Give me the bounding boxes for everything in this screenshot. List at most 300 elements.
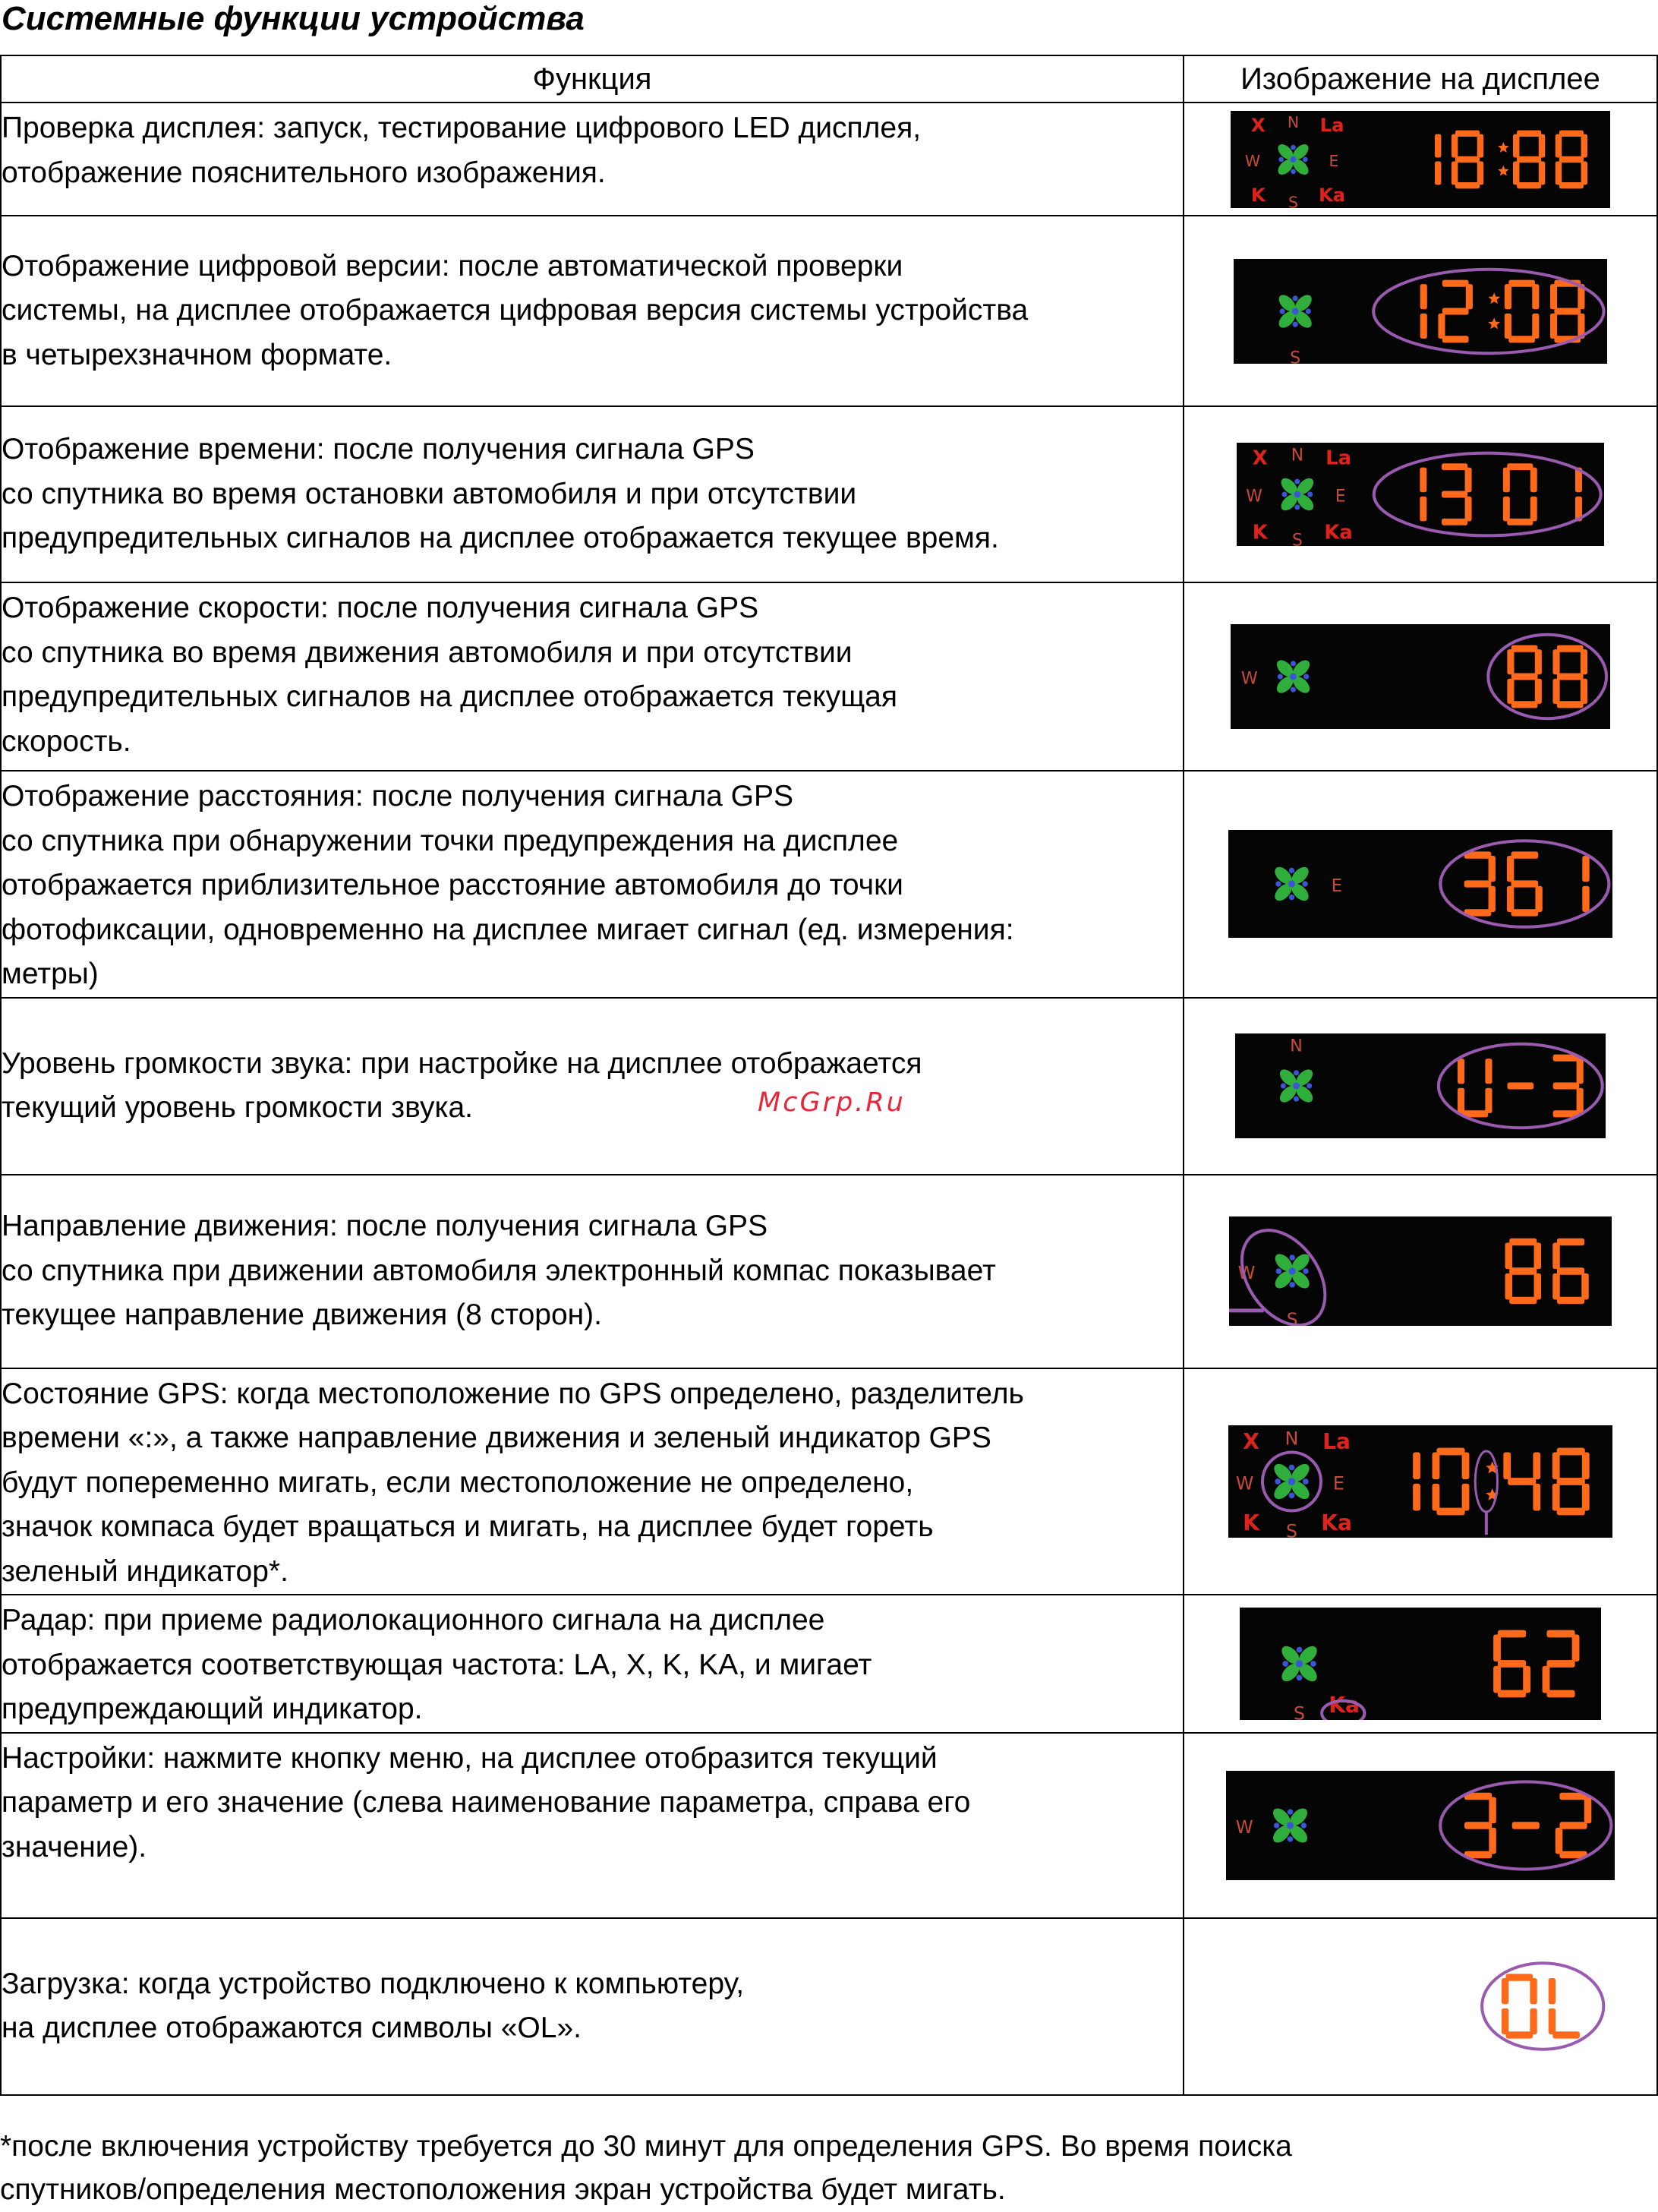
seven-segment-c — [1539, 161, 1545, 185]
seven-segment-e — [1556, 1827, 1563, 1854]
compass-label: E — [1335, 487, 1346, 506]
compass-label: E — [1329, 151, 1339, 170]
seven-segment-g — [1509, 1267, 1537, 1275]
table-row — [1, 1733, 1657, 1918]
seven-segment-f — [1552, 1452, 1560, 1479]
compass-direction-dot — [1291, 144, 1296, 150]
function-description: Отображение времени: после получения сигнала GPS со спутника во время остановки автомобиля и при отсутствии предупредительных сигналов на дисплее отображается текущее время. — [1, 406, 1184, 582]
compass-direction-dot — [1289, 1465, 1295, 1471]
seven-segment-b — [1489, 1797, 1496, 1823]
compass-label: W — [1235, 1472, 1254, 1494]
seven-segment-e — [1543, 1666, 1550, 1693]
compass-direction-dot — [1297, 1674, 1303, 1680]
compass-center-dot — [1289, 1267, 1296, 1274]
seven-segment-g — [1517, 156, 1541, 162]
compass-label: W — [1240, 669, 1258, 689]
seven-segment-a — [1442, 279, 1469, 286]
seven-segment-e — [1433, 1484, 1440, 1511]
compass-label: K — [1250, 183, 1266, 206]
seven-segment-c — [1523, 1666, 1530, 1693]
lcd-display-image — [1235, 1033, 1606, 1138]
display-image-cell — [1184, 103, 1657, 216]
seven-segment-b — [1462, 1452, 1470, 1479]
compass-label: Ka — [1329, 1692, 1360, 1718]
seven-segment-g — [1546, 1660, 1574, 1668]
seven-segment-b — [1581, 649, 1587, 674]
compass-direction-dot — [1294, 504, 1300, 510]
seven-segment-b — [1489, 856, 1496, 882]
seven-segment-b — [1533, 1452, 1540, 1479]
seven-segment-g — [1557, 1267, 1584, 1275]
table-row — [1, 406, 1657, 582]
seven-segment-d — [1557, 701, 1584, 708]
function-description: Состояние GPS: когда местоположение по GPS определено, разделитель времени «:», а также направление движения и зеленый индикатор GPS будут попеременно мигать, если местоположение не определено, значок компаса будет вращаться и мигать, на дисплее будет гореть зеленый индикатор*. — [1, 1368, 1184, 1595]
gps-compass-icon — [1275, 141, 1311, 177]
seven-segment-d — [1546, 1690, 1574, 1697]
gps-compass-icon — [1278, 1642, 1320, 1684]
compass-center-dot — [1293, 1083, 1300, 1090]
compass-label: X — [1250, 113, 1266, 136]
seven-segment-g — [1511, 881, 1539, 888]
seven-segment-e — [1503, 497, 1510, 522]
seven-segment-b — [1485, 1059, 1492, 1084]
display-image-cell — [1184, 406, 1657, 582]
table-row — [1, 1595, 1657, 1733]
seven-segment-c — [1535, 679, 1542, 704]
page-title: Системные функции устройства — [2, 0, 585, 37]
compass-direction-dot — [1293, 321, 1298, 327]
function-description: Направление движения: после получения сигнала GPS со спутника при движении автомобиля электронный компас показывает текущее направление движения (8 сторон). — [1, 1175, 1184, 1368]
gps-compass-icon — [1278, 475, 1316, 513]
seven-segment-a — [1559, 130, 1584, 136]
compass-center-dot — [1288, 1478, 1295, 1485]
compass-label: X — [1252, 447, 1268, 470]
seven-segment-g — [1508, 1478, 1536, 1485]
seven-segment-d — [1442, 519, 1467, 525]
compass-label: W — [1237, 1264, 1256, 1284]
compass-direction-dot — [1289, 1492, 1295, 1498]
seven-segment-a — [1546, 1630, 1574, 1637]
seven-segment-c — [1582, 886, 1589, 912]
display-image-cell — [1184, 771, 1657, 998]
seven-segment-g — [1455, 156, 1480, 162]
compass-direction-dot — [1281, 1083, 1286, 1088]
seven-segment-d — [1508, 336, 1535, 342]
lcd-display-image — [1228, 830, 1612, 938]
lcd-svg — [1229, 1216, 1612, 1326]
seven-segment-c — [1577, 1088, 1584, 1113]
seven-segment-f — [1458, 1059, 1464, 1084]
compass-direction-dot — [1291, 169, 1296, 174]
compass-direction-dot — [1279, 308, 1284, 314]
seven-segment-g — [1442, 491, 1467, 498]
seven-segment-c — [1489, 886, 1496, 912]
footnote: *после включения устройству требуется до 30 минут для определения GPS. Во время поиска спутников/определения местоположения экран устройства будет мигать. — [0, 2130, 1292, 2206]
function-description: Загрузка: когда устройство подключено к компьютеру, на дисплее отображаются символы «OL». — [1, 1918, 1184, 2095]
compass-direction-dot — [1293, 295, 1298, 301]
highlight-oval — [1482, 1963, 1603, 2049]
seven-segment-g — [1464, 881, 1492, 888]
seven-segment-b — [1530, 468, 1537, 493]
seven-segment-f — [1507, 856, 1514, 882]
lcd-display-image — [1228, 1425, 1612, 1538]
digit-group — [1502, 1974, 1580, 2038]
seven-segment-b — [1584, 1797, 1592, 1823]
seven-segment-g — [1554, 308, 1581, 314]
table-row — [1, 582, 1657, 771]
seven-segment-c — [1581, 679, 1587, 704]
seven-segment-a — [1557, 1239, 1584, 1246]
compass-center-dot — [1287, 1822, 1294, 1829]
table-row — [1, 103, 1657, 216]
seven-segment-g — [1464, 1822, 1492, 1829]
function-description: Отображение расстояния: после получения сигнала GPS со спутника при обнаружении точки предупреждения на дисплее отображается приблизительное расстояние автомобиля до точки фотофиксации, одновременно на дисплее мигает сигнал (ед. измерения: метры) — [1, 771, 1184, 998]
seven-segment-c — [1582, 1484, 1590, 1511]
lcd-svg — [1235, 1033, 1606, 1138]
compass-label: N — [1291, 446, 1304, 465]
seven-segment-b — [1572, 1634, 1580, 1661]
seven-segment-d — [1559, 181, 1584, 188]
compass-direction-dot — [1281, 491, 1287, 497]
compass-label: Ka — [1321, 1510, 1352, 1535]
lcd-svg — [1231, 111, 1610, 208]
compass-direction-dot — [1303, 1268, 1308, 1273]
seven-segment-d — [1498, 1690, 1526, 1697]
seven-segment-a — [1517, 130, 1541, 136]
compass-direction-dot — [1275, 1478, 1281, 1485]
compass-direction-dot — [1289, 1282, 1294, 1287]
compass-direction-dot — [1307, 491, 1313, 497]
compass-center-dot — [1290, 156, 1296, 162]
lcd-background — [1228, 830, 1612, 938]
lcd-svg — [1240, 1608, 1601, 1720]
lcd-svg — [1234, 1952, 1606, 2060]
seven-segment-c — [1477, 161, 1483, 185]
display-image-cell — [1184, 1368, 1657, 1595]
seven-segment-e — [1552, 1484, 1560, 1511]
display-image-cell — [1184, 1175, 1657, 1368]
compass-center-dot — [1292, 308, 1299, 314]
seven-segment-f — [1556, 134, 1562, 157]
seven-segment-f — [1505, 1243, 1513, 1270]
lcd-svg — [1237, 443, 1604, 546]
table-row — [1, 771, 1657, 998]
compass-direction-dot — [1276, 1268, 1281, 1273]
seven-segment-b — [1530, 1978, 1537, 2004]
compass-label: X — [1243, 1428, 1259, 1454]
seven-segment-a — [1511, 645, 1538, 652]
seven-segment-d — [1506, 2031, 1533, 2038]
table-row — [1, 1368, 1657, 1595]
compass-direction-dot — [1294, 479, 1300, 484]
seven-segment-b — [1534, 1243, 1542, 1270]
header-function: Функция — [1, 55, 1184, 103]
compass-direction-dot — [1289, 868, 1294, 873]
seven-segment-e — [1505, 1273, 1513, 1300]
display-image-cell — [1184, 1733, 1657, 1918]
display-image-cell — [1184, 582, 1657, 771]
gps-compass-icon — [1271, 1460, 1313, 1502]
function-description: Настройки: нажмите кнопку меню, на дисплее отобразится текущий параметр и его значение (слева наименование параметра, справа его значение). — [1, 1733, 1184, 1918]
seven-segment-d — [1455, 181, 1480, 188]
seven-segment-b — [1532, 284, 1539, 309]
lcd-display-image — [1234, 1952, 1606, 2060]
seven-segment-c — [1530, 497, 1537, 522]
seven-segment-e — [1507, 679, 1514, 704]
compass-label: E — [1332, 1472, 1344, 1494]
seven-segment-c — [1534, 1273, 1542, 1300]
compass-direction-dot — [1303, 156, 1308, 162]
seven-segment-b — [1420, 284, 1427, 309]
compass-label: La — [1325, 447, 1352, 470]
compass-direction-dot — [1310, 1661, 1316, 1667]
compass-direction-dot — [1274, 1822, 1279, 1828]
compass-direction-dot — [1297, 1647, 1303, 1653]
seven-segment-c — [1535, 886, 1542, 912]
seven-segment-e — [1552, 1273, 1560, 1300]
seven-segment-f — [1452, 134, 1458, 157]
seven-segment-a — [1509, 1239, 1537, 1246]
seven-segment-a — [1506, 1974, 1533, 1980]
lcd-display-image — [1229, 1216, 1612, 1326]
compass-label: N — [1290, 1037, 1303, 1056]
seven-segment-d — [1511, 909, 1539, 916]
seven-segment-f — [1503, 468, 1510, 493]
seven-segment-d — [1436, 1507, 1464, 1515]
seven-segment-g — [1511, 673, 1538, 680]
seven-segment-c — [1420, 497, 1426, 522]
compass-direction-dot — [1291, 661, 1296, 666]
seven-segment-a — [1511, 852, 1539, 859]
seven-segment-c — [1581, 1273, 1589, 1300]
display-image-cell — [1184, 998, 1657, 1175]
compass-direction-dot — [1294, 1070, 1299, 1075]
seven-segment-e — [1513, 161, 1519, 185]
compass-label: S — [1288, 192, 1298, 208]
seven-segment-g — [1498, 1660, 1526, 1668]
lcd-display-image — [1231, 624, 1610, 729]
seven-segment-f — [1513, 134, 1519, 157]
watermark: McGrp.Ru — [758, 1087, 906, 1118]
seven-segment-b — [1581, 134, 1587, 157]
seven-segment-b — [1539, 134, 1545, 157]
compass-label: La — [1319, 113, 1344, 136]
seven-segment-a — [1436, 1447, 1464, 1455]
function-description: Проверка дисплея: запуск, тестирование цифрового LED дисплея, отображение пояснительного изображения. — [1, 103, 1184, 216]
seven-segment-e — [1493, 1666, 1501, 1693]
compass-direction-dot — [1282, 1661, 1288, 1667]
seven-segment-g — [1442, 308, 1469, 314]
seven-segment-f — [1433, 1452, 1440, 1479]
lcd-svg — [1231, 624, 1610, 729]
function-description: Отображение цифровой версии: после автоматической проверки системы, на дисплее отображается цифровая версия системы устройства в четырехзначном формате. — [1, 216, 1184, 406]
lcd-display-image — [1231, 111, 1610, 208]
compass-label: W — [1246, 487, 1262, 506]
seven-segment-c — [1489, 1827, 1496, 1854]
seven-segment-b — [1466, 284, 1473, 309]
compass-direction-dot — [1306, 308, 1311, 314]
compass-direction-dot — [1289, 1254, 1294, 1260]
seven-segment-g — [1557, 1478, 1585, 1485]
compass-direction-dot — [1307, 1083, 1312, 1088]
seven-segment-f — [1552, 1243, 1560, 1270]
seven-segment-c — [1465, 497, 1472, 522]
compass-label: S — [1294, 1702, 1306, 1720]
table-header-row — [1, 55, 1657, 103]
seven-segment-e — [1556, 161, 1562, 185]
seven-segment-a — [1455, 130, 1480, 136]
compass-direction-dot — [1301, 1822, 1307, 1828]
compass-label: N — [1287, 112, 1300, 131]
function-description: Радар: при приеме радиолокационного сигнала на дисплее отображается соответствующая частота: LA, X, K, KA, и мигает предупреждающий индикатор. — [1, 1595, 1184, 1733]
seven-segment-c — [1532, 313, 1539, 338]
seven-segment-c — [1533, 1484, 1540, 1511]
seven-segment-d — [1442, 336, 1469, 342]
seven-segment-b — [1577, 1059, 1584, 1084]
seven-segment-g — [1508, 1082, 1534, 1089]
compass-center-dot — [1296, 1660, 1303, 1667]
seven-segment-a — [1557, 1447, 1585, 1455]
lcd-display-image — [1240, 1608, 1601, 1720]
compass-label: E — [1331, 876, 1343, 897]
seven-segment-e — [1505, 313, 1511, 338]
seven-segment-b — [1465, 468, 1472, 493]
seven-segment-d — [1517, 181, 1541, 188]
seven-segment-d — [1552, 2031, 1580, 2038]
seven-segment-g — [1553, 1082, 1580, 1089]
compass-center-dot — [1290, 674, 1297, 680]
compass-label: La — [1322, 1428, 1351, 1454]
seven-segment-e — [1458, 1088, 1464, 1113]
compass-label: K — [1243, 1510, 1259, 1535]
seven-segment-d — [1511, 701, 1538, 708]
seven-segment-g — [1512, 1822, 1540, 1829]
seven-segment-a — [1498, 1630, 1526, 1637]
function-description: Отображение скорости: после получения сигнала GPS со спутника во время движения автомобиля и при отсутствии предупредительных сигналов на дисплее отображается текущая скорость. — [1, 582, 1184, 771]
lcd-svg — [1228, 830, 1612, 938]
seven-segment-f — [1549, 1978, 1556, 2004]
seven-segment-c — [1462, 1484, 1470, 1511]
seven-segment-b — [1435, 134, 1441, 157]
seven-segment-e — [1452, 161, 1458, 185]
seven-segment-b — [1582, 856, 1589, 882]
table-row — [1, 216, 1657, 406]
lcd-background — [1231, 624, 1610, 729]
seven-segment-e — [1502, 2008, 1508, 2034]
seven-segment-c — [1485, 1088, 1492, 1113]
gps-compass-icon — [1277, 1066, 1316, 1105]
compass-direction-dot — [1302, 882, 1307, 887]
compass-direction-dot — [1288, 1836, 1293, 1841]
display-image-cell — [1184, 1918, 1657, 2095]
seven-segment-c — [1413, 1484, 1420, 1511]
compass-label: S — [1286, 1310, 1298, 1326]
seven-segment-a — [1442, 463, 1467, 470]
compass-label: S — [1291, 531, 1303, 546]
gps-compass-icon — [1270, 1805, 1310, 1845]
compass-direction-dot — [1275, 882, 1281, 887]
seven-segment-b — [1535, 649, 1542, 674]
seven-segment-d — [1507, 519, 1533, 525]
display-image-cell — [1184, 216, 1657, 406]
functions-table — [0, 55, 1658, 2096]
seven-segment-e — [1552, 679, 1559, 704]
compass-direction-dot — [1303, 674, 1309, 679]
seven-segment-b — [1420, 468, 1426, 493]
seven-segment-d — [1557, 1297, 1584, 1305]
compass-label: S — [1285, 1520, 1298, 1538]
seven-segment-g — [1559, 1822, 1587, 1829]
compass-label: W — [1235, 1817, 1253, 1838]
compass-direction-dot — [1278, 156, 1284, 162]
header-display-image: Изображение на дисплее — [1184, 55, 1657, 103]
seven-segment-a — [1557, 645, 1584, 652]
seven-segment-f — [1493, 1634, 1501, 1661]
seven-segment-e — [1550, 313, 1557, 338]
lcd-svg — [1234, 259, 1607, 364]
gps-compass-icon — [1272, 1251, 1312, 1291]
seven-segment-b — [1477, 134, 1483, 157]
lcd-background — [1226, 1771, 1615, 1880]
seven-segment-d — [1557, 1507, 1585, 1515]
lcd-svg — [1228, 1425, 1612, 1538]
seven-segment-c — [1420, 313, 1427, 338]
compass-direction-dot — [1288, 1809, 1293, 1814]
seven-segment-a — [1507, 463, 1533, 470]
gps-compass-icon — [1274, 657, 1313, 696]
gps-compass-icon — [1276, 292, 1315, 330]
compass-direction-dot — [1294, 1097, 1299, 1102]
seven-segment-e — [1549, 2008, 1556, 2034]
seven-segment-e — [1438, 313, 1445, 338]
compass-label: K — [1252, 521, 1268, 544]
function-description: Уровень громкости звука: при настройке на дисплее отображается текущий уровень громкости звука. — [1, 998, 1184, 1175]
seven-segment-f — [1552, 649, 1559, 674]
lcd-display-image — [1226, 1771, 1615, 1880]
seven-segment-b — [1582, 1452, 1590, 1479]
seven-segment-f — [1502, 1978, 1508, 2004]
seven-segment-f — [1505, 284, 1511, 309]
compass-direction-dot — [1291, 687, 1296, 693]
seven-segment-f — [1507, 649, 1514, 674]
seven-segment-g — [1557, 673, 1584, 680]
compass-label: Ka — [1324, 521, 1353, 544]
compass-label: S — [1290, 348, 1301, 364]
lcd-svg — [1226, 1771, 1615, 1880]
seven-segment-f — [1503, 1452, 1511, 1479]
lcd-display-image — [1237, 443, 1604, 546]
seven-segment-c — [1435, 161, 1441, 185]
gps-compass-icon — [1272, 864, 1312, 904]
table-row — [1, 1918, 1657, 2095]
table-row — [1, 1175, 1657, 1368]
compass-center-dot — [1294, 491, 1301, 498]
seven-segment-a — [1508, 279, 1535, 286]
seven-segment-c — [1530, 2008, 1537, 2034]
seven-segment-d — [1509, 1297, 1537, 1305]
compass-direction-dot — [1303, 1478, 1309, 1485]
compass-center-dot — [1288, 881, 1295, 888]
compass-direction-dot — [1289, 895, 1294, 900]
lcd-display-image — [1234, 259, 1607, 364]
compass-direction-dot — [1278, 674, 1283, 679]
display-image-cell — [1184, 1595, 1657, 1733]
compass-label: W — [1244, 151, 1261, 170]
seven-segment-c — [1581, 161, 1587, 185]
compass-label: Ka — [1318, 183, 1346, 206]
seven-segment-b — [1413, 1452, 1420, 1479]
table-row — [1, 998, 1657, 1175]
